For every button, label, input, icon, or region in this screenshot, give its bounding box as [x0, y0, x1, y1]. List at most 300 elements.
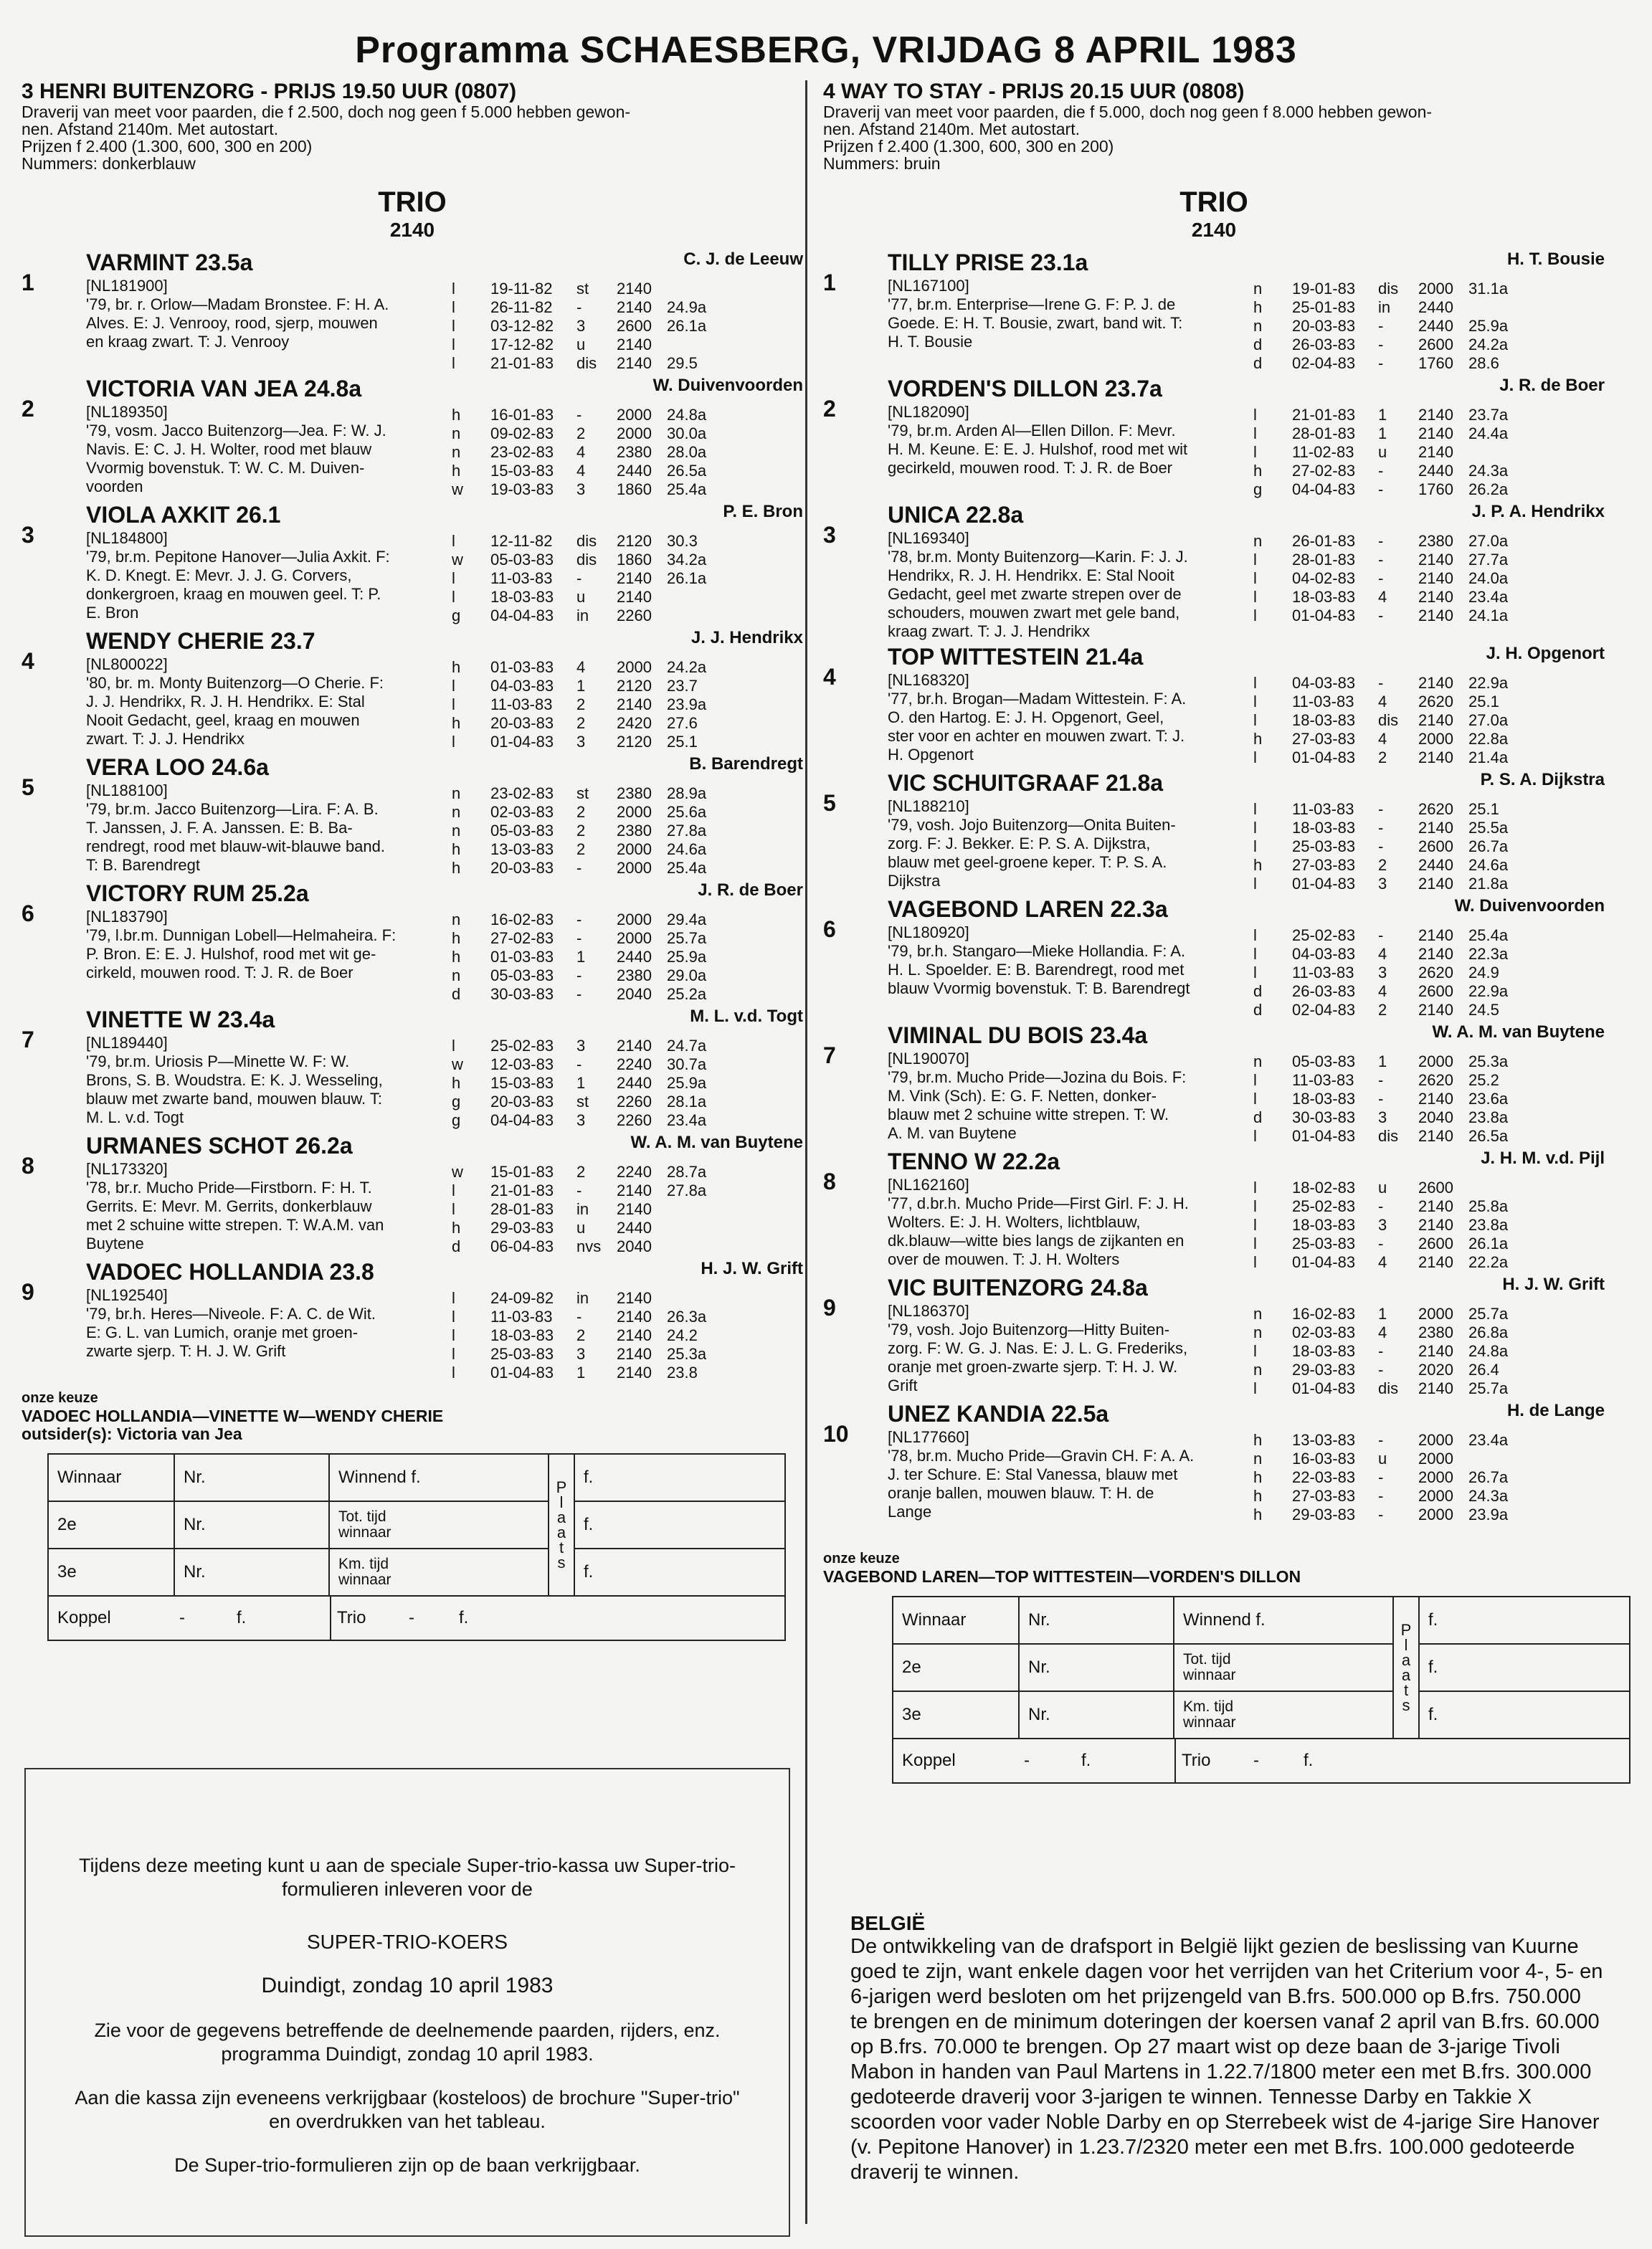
track-code: d	[1253, 982, 1263, 1000]
km-time: 24.6a	[667, 840, 707, 858]
placing: in	[576, 1200, 589, 1218]
race-date: 04-04-83	[490, 1111, 554, 1129]
result-line	[452, 443, 731, 462]
result-line	[452, 480, 731, 499]
horse-pedigree	[888, 1050, 1239, 1146]
horse-entry	[823, 1149, 1605, 1272]
km-time: 27.8a	[667, 822, 707, 840]
km-time: 30.0a	[667, 424, 707, 442]
horse-entry-body	[86, 628, 803, 751]
race-date: 16-01-83	[490, 406, 554, 424]
result-row	[48, 1501, 785, 1549]
race-date: 03-12-82	[490, 317, 554, 335]
result-line	[1253, 926, 1533, 945]
plaats-letter: l	[1404, 1636, 1408, 1654]
race-date: 05-03-83	[490, 966, 554, 984]
race-distance-value: 2140	[1418, 1342, 1453, 1360]
pedigree-line: Gerrits. E: Mevr. M. Gerrits, donkerblauw	[86, 1197, 372, 1215]
race-distance-value: 2380	[617, 822, 652, 840]
placing: -	[1378, 800, 1384, 818]
trio-label: Trio	[1174, 1739, 1253, 1782]
result-line	[1253, 588, 1533, 607]
race-date: 23-02-83	[490, 443, 554, 461]
race-distance-value: 2440	[1418, 298, 1453, 316]
track-code: g	[452, 607, 461, 624]
km-time: 25.2a	[667, 985, 707, 1003]
horse-entry-body	[888, 770, 1605, 893]
race-distance-value: 2140	[1418, 674, 1453, 692]
placing: 1	[576, 1364, 586, 1382]
race-date: 11-03-83	[490, 569, 553, 587]
trio-heading: TRIO	[1179, 186, 1248, 218]
placing: 3	[1378, 1108, 1387, 1126]
race-date: 22-03-83	[1292, 1468, 1356, 1486]
winner-number-label: Nr.	[174, 1454, 329, 1501]
km-time: 24.2a	[1468, 336, 1509, 353]
result-line	[1253, 819, 1533, 837]
track-code: h	[1253, 1487, 1263, 1505]
horse-entry-body	[86, 249, 803, 373]
driver-name: W. Duivenvoorden	[652, 376, 803, 395]
placing: st	[576, 280, 589, 298]
horse-name: VERA LOO 24.6a	[86, 754, 269, 780]
track-code: l	[452, 1289, 455, 1307]
track-code: l	[452, 336, 455, 353]
km-time: 24.8a	[1468, 1342, 1509, 1360]
result-line	[1253, 1090, 1533, 1108]
race-date: 28-01-83	[1292, 551, 1356, 569]
track-code: l	[1253, 424, 1257, 442]
placing: -	[576, 985, 582, 1003]
placing: -	[1378, 551, 1384, 569]
track-code: n	[1253, 1361, 1263, 1379]
winner-small-label: winnaar	[338, 1572, 391, 1588]
race-date: 13-03-83	[490, 840, 554, 858]
race-date: 11-03-83	[1292, 1071, 1354, 1089]
result-line	[452, 1163, 731, 1181]
race-date: 18-03-83	[1292, 1216, 1356, 1234]
race-date: 02-04-83	[1292, 354, 1356, 372]
track-code: l	[1253, 1179, 1257, 1197]
km-time: 25.1	[1468, 800, 1499, 818]
result-line	[1253, 1001, 1533, 1019]
race-distance-value: 2140	[617, 280, 652, 298]
pedigree-line: '79, br.m. Uriosis P—Minette W. F: W.	[86, 1052, 350, 1070]
plaats-letter: a	[1401, 1651, 1411, 1669]
result-line	[1253, 748, 1533, 767]
pedigree-line: blauw Vvormig bovenstuk. T: B. Barendregt	[888, 979, 1190, 997]
horse-number: 4	[823, 664, 836, 690]
race-header: 3 HENRI BUITENZORG - PRIJS 19.50 UUR (0807)	[22, 80, 517, 103]
result-line	[452, 948, 731, 966]
race-distance-value: 2000	[1418, 1506, 1453, 1523]
track-code: l	[452, 1037, 455, 1055]
recent-results	[1253, 529, 1533, 641]
race-date: 01-03-83	[490, 658, 554, 676]
placing: -	[1378, 1235, 1384, 1252]
result-line	[452, 733, 731, 751]
km-time-label-line: Km. tijd	[1183, 1698, 1234, 1715]
result-line	[452, 658, 731, 677]
placing: 2	[576, 822, 586, 840]
placing: 2	[576, 803, 586, 821]
horse-details	[888, 1428, 1605, 1524]
result-line	[1253, 532, 1533, 551]
placing: 2	[1378, 856, 1387, 874]
pedigree-line: Buytene	[86, 1235, 144, 1252]
result-line	[1253, 1342, 1533, 1361]
km-time: 25.7a	[1468, 1305, 1509, 1323]
race-date: 25-02-83	[490, 1037, 554, 1055]
race-date: 12-03-83	[490, 1055, 554, 1073]
race-distance-value: 2000	[617, 840, 652, 858]
super-trio-intro: Tijdens deze meeting kunt u aan de speciale Super-trio-kassa uw Super-trio-formulieren inleveren voor de	[79, 1855, 736, 1900]
track-code: n	[1253, 1052, 1263, 1070]
placing: -	[576, 910, 582, 928]
km-time: 23.7	[667, 677, 698, 695]
pedigree-line: P. Bron. E: E. J. Hulshof, rood met wit ge-	[86, 945, 376, 963]
recent-results	[1253, 923, 1533, 1019]
race-date: 01-04-83	[1292, 748, 1356, 766]
placing: dis	[1378, 1379, 1399, 1397]
driver-name: P. E. Bron	[723, 502, 803, 521]
pedigree-line: '80, br. m. Monty Buitenzorg—O Cherie. F:	[86, 674, 384, 692]
race-date: 23-02-83	[490, 784, 554, 802]
pedigree-line: ster voor en achter en mouwen zwart. T: J.	[888, 727, 1185, 745]
super-trio-notice	[24, 1768, 790, 2237]
race-distance-value: 2600	[617, 317, 652, 335]
race-date: 13-03-83	[1292, 1431, 1356, 1449]
race-column-4	[823, 80, 1605, 1784]
pedigree-line: Alves. E: J. Venrooy, rood, sjerp, mouwen	[86, 314, 378, 332]
track-code: h	[452, 1074, 461, 1092]
horse-number: 9	[823, 1295, 836, 1321]
race-distance-value: 2140	[1418, 569, 1453, 587]
placing: -	[1378, 480, 1384, 498]
result-line	[452, 424, 731, 443]
track-code: l	[452, 569, 455, 587]
km-time: 26.5a	[667, 462, 707, 480]
horse-number: 2	[823, 396, 836, 422]
driver-name: J. J. Hendrikx	[690, 628, 803, 647]
km-time	[667, 280, 731, 298]
winning-payout-label: Winnend f.	[1174, 1597, 1393, 1644]
km-time: 23.4a	[667, 1111, 707, 1129]
horse-name: WENDY CHERIE 23.7	[86, 628, 315, 654]
placing: -	[576, 966, 582, 984]
km-time: 28.0a	[667, 443, 707, 461]
race-distance-value: 2140	[1418, 406, 1453, 424]
race-condition-line: nen. Afstand 2140m. Met autostart.	[22, 120, 278, 138]
track-code: g	[452, 1111, 461, 1129]
race-date: 20-03-83	[490, 1093, 554, 1111]
result-line	[1253, 298, 1533, 317]
horse-pedigree	[86, 277, 437, 373]
pedigree-line: Gedacht, geel met zwarte strepen over de	[888, 585, 1182, 603]
pedigree-line: '79, vosh. Jojo Buitenzorg—Onita Buiten-	[888, 816, 1176, 834]
placing: u	[1378, 1450, 1387, 1468]
recent-results	[452, 1160, 731, 1256]
race-date: 01-04-83	[490, 733, 554, 751]
pedigree-line: '79, br.h. Stangaro—Mieke Hollandia. F: A.	[888, 942, 1186, 960]
horse-details	[86, 781, 803, 878]
placing: 2	[1378, 748, 1387, 766]
place-payout-label: f.	[574, 1549, 785, 1596]
placing: -	[576, 929, 582, 947]
horse-name: UNICA 22.8a	[888, 502, 1024, 528]
trio-heading: TRIO	[378, 186, 447, 218]
placing: 4	[1378, 1323, 1387, 1341]
placing: 2	[576, 424, 586, 442]
track-code: l	[452, 317, 455, 335]
track-code: d	[1253, 1001, 1263, 1019]
placing: -	[1378, 1361, 1384, 1379]
driver-name: H. de Lange	[1506, 1401, 1605, 1420]
placing: -	[1378, 336, 1384, 353]
race-distance-value: 2140	[1418, 926, 1453, 944]
km-time: 25.9a	[1468, 317, 1509, 335]
km-time: 29.0a	[667, 966, 707, 984]
km-time: 26.5a	[1468, 1127, 1509, 1145]
race-condition-line: nen. Afstand 2140m. Met autostart.	[823, 120, 1080, 138]
place-payout-label: f.	[1419, 1644, 1630, 1691]
track-code: l	[1253, 693, 1257, 710]
race-date: 18-03-83	[490, 588, 554, 606]
horse-entry	[823, 770, 1605, 893]
result-row	[48, 1549, 785, 1596]
result-row-koppel	[48, 1596, 785, 1640]
horse-entry	[22, 249, 803, 373]
plaats-letter: s	[1402, 1696, 1410, 1714]
km-time: 29.5	[667, 354, 698, 372]
result-line	[452, 966, 731, 985]
km-time: 24.9	[1468, 964, 1499, 981]
race-date: 04-02-83	[1292, 569, 1356, 587]
recent-results	[1253, 1050, 1533, 1146]
race-distance-value: 2600	[1418, 336, 1453, 353]
race-distance-value: 2140	[1418, 443, 1453, 461]
result-line	[1253, 945, 1533, 964]
race-distance-value: 2120	[617, 532, 652, 550]
track-code: l	[452, 354, 455, 372]
third-number-label: Nr.	[1019, 1691, 1174, 1739]
pedigree-line: M. Vink (Sch). E: G. F. Netten, donker-	[888, 1087, 1157, 1105]
placing: -	[1378, 837, 1384, 855]
race-date: 19-01-83	[1292, 280, 1356, 298]
horse-details	[888, 797, 1605, 893]
race-date: 01-04-83	[1292, 1379, 1356, 1397]
horse-number: 7	[823, 1042, 836, 1068]
race-distance-value: 2000	[617, 859, 652, 877]
result-line	[1253, 406, 1533, 424]
placing: 3	[1378, 1216, 1387, 1234]
result-line	[1253, 1071, 1533, 1090]
result-line	[1253, 336, 1533, 354]
race-distance-value: 2000	[617, 803, 652, 821]
pedigree-line: [NL173320]	[86, 1160, 168, 1178]
pedigree-line: gecirkeld, mouwen rood. T: J. R. de Boer	[888, 459, 1173, 477]
placing: -	[1378, 819, 1384, 837]
plaats-letter: t	[1403, 1681, 1409, 1699]
race-date: 11-03-83	[1292, 964, 1354, 981]
track-code: h	[1253, 1506, 1263, 1523]
race-date: 21-01-83	[490, 354, 554, 372]
race-distance-value: 2140	[1418, 1216, 1453, 1234]
horse-entry-body	[888, 376, 1605, 499]
race-distance-value: 2140	[1418, 819, 1453, 837]
driver-name: W. A. M. van Buytene	[630, 1133, 803, 1152]
result-line	[452, 840, 731, 859]
km-time	[667, 1237, 731, 1256]
pedigree-line: voorden	[86, 477, 143, 495]
recent-results	[1253, 1428, 1533, 1524]
race-date: 18-03-83	[1292, 1342, 1356, 1360]
pedigree-line: zwarte sjerp. T: H. J. W. Grift	[86, 1342, 286, 1360]
km-time	[667, 588, 731, 607]
placing: 4	[576, 462, 586, 480]
km-time	[667, 336, 731, 354]
horse-pedigree	[86, 908, 437, 1004]
race-distance-value: 2020	[1418, 1361, 1453, 1379]
track-code: l	[1253, 1379, 1257, 1397]
km-time: 27.0a	[1468, 711, 1509, 729]
race-distance-value: 2380	[617, 443, 652, 461]
race-date: 02-04-83	[1292, 1001, 1356, 1019]
result-line	[1253, 1108, 1533, 1127]
km-time: 21.4a	[1468, 748, 1509, 766]
winner-small-label: winnaar	[1183, 1714, 1236, 1731]
race-distance-value: 2260	[617, 1111, 652, 1129]
km-time: 28.7a	[667, 1163, 707, 1181]
placing: u	[576, 1219, 586, 1237]
race-distance-value: 2600	[1418, 1179, 1453, 1197]
race-distance-value: 2140	[1418, 1090, 1453, 1108]
total-time-label-line: Tot. tijd	[1183, 1651, 1231, 1668]
result-line	[452, 354, 731, 373]
race-distance-value: 2380	[1418, 1323, 1453, 1341]
placing: 1	[1378, 1052, 1387, 1070]
recent-results	[452, 1034, 731, 1130]
placing: -	[1378, 532, 1384, 550]
track-code: w	[452, 1163, 463, 1181]
km-time: 25.3a	[667, 1345, 707, 1363]
track-code: n	[1253, 1450, 1263, 1468]
result-line	[1253, 1127, 1533, 1146]
race-date: 01-04-83	[1292, 1253, 1356, 1271]
driver-name: W. Duivenvoorden	[1454, 896, 1605, 916]
horse-number: 3	[22, 522, 34, 548]
track-code: l	[1253, 1216, 1257, 1234]
pedigree-line: '79, vosh. Jojo Buitenzorg—Hitty Buiten-	[888, 1321, 1170, 1339]
race-distance-value: 2620	[1418, 693, 1453, 710]
third-label: 3e	[893, 1691, 1019, 1739]
race-distance: 2140	[389, 219, 435, 241]
horse-name: VIOLA AXKIT 26.1	[86, 502, 281, 528]
km-time: 26.1a	[1468, 1235, 1509, 1252]
km-time-label	[1174, 1691, 1393, 1739]
horse-number: 4	[22, 648, 34, 674]
pedigree-line: '79, br.m. Jacco Buitenzorg—Lira. F: A. B.	[86, 800, 379, 818]
track-code: h	[452, 714, 461, 732]
km-time: 24.8a	[667, 406, 707, 424]
pedigree-line: Wolters. E: J. H. Wolters, lichtblauw,	[888, 1213, 1141, 1231]
race-date: 25-02-83	[1292, 1197, 1356, 1215]
placing: -	[1378, 1506, 1384, 1523]
pedigree-line: met 2 schuine witte strepen. T: W.A.M. van	[86, 1216, 384, 1234]
track-code: l	[452, 588, 455, 606]
horse-pedigree	[86, 1286, 437, 1382]
km-time: 24.2	[667, 1326, 698, 1344]
track-code: n	[452, 424, 461, 442]
horse-entry	[823, 1022, 1605, 1146]
km-time: 30.3	[667, 532, 698, 550]
track-code: h	[452, 859, 461, 877]
km-time: 25.7a	[1468, 1379, 1509, 1397]
horse-entry	[22, 1007, 803, 1130]
recent-results	[452, 781, 731, 878]
placing: 2	[576, 1163, 586, 1181]
km-time: 22.9a	[1468, 982, 1509, 1000]
horse-pedigree	[888, 797, 1239, 893]
km-time: 25.9a	[667, 948, 707, 966]
placing: -	[1378, 569, 1384, 587]
driver-name: H. J. W. Grift	[1502, 1275, 1605, 1294]
race-date: 26-03-83	[1292, 336, 1356, 353]
pedigree-line: oranje met groen-zwarte sjerp. T: H. J. W.	[888, 1358, 1178, 1376]
race-distance: 2140	[1191, 219, 1237, 241]
race-date: 04-04-83	[490, 607, 554, 624]
race-distance-value: 2140	[1418, 748, 1453, 766]
race-distance-value: 2000	[1418, 1450, 1453, 1468]
km-time: 24.7a	[667, 1037, 707, 1055]
belgie-heading: BELGIË	[850, 1912, 926, 1934]
race-date: 29-03-83	[1292, 1506, 1356, 1523]
our-choice-label: onze keuze	[823, 1551, 900, 1566]
horse-pedigree	[888, 1176, 1239, 1272]
pedigree-line: H. Opgenort	[888, 746, 974, 764]
pedigree-line: '78, br.m. Monty Buitenzorg—Karin. F: J. J.	[888, 548, 1188, 566]
placing: u	[576, 588, 586, 606]
driver-name: W. A. M. van Buytene	[1432, 1022, 1605, 1042]
placing: 3	[576, 480, 586, 498]
placing: 2	[576, 840, 586, 858]
pedigree-line: zorg. F: W. G. J. Nas. E: J. L. G. Frederiks,	[888, 1339, 1188, 1357]
horse-name: VADOEC HOLLANDIA 23.8	[86, 1259, 374, 1285]
pedigree-line: '79, br. r. Orlow—Madam Bronstee. F: H. A.	[86, 295, 389, 313]
race-condition-line: Nummers: donkerblauw	[22, 154, 196, 173]
km-time: 26.7a	[1468, 837, 1509, 855]
pedigree-line: [NL800022]	[86, 655, 168, 673]
placing: 1	[576, 677, 586, 695]
race-date: 26-01-83	[1292, 532, 1356, 550]
super-trio-date: Duindigt, zondag 10 april 1983	[261, 1974, 554, 1997]
result-line	[1253, 1052, 1533, 1071]
track-code: w	[452, 551, 463, 569]
km-time: 24.6a	[1468, 856, 1509, 874]
track-code: l	[1253, 926, 1257, 944]
race-distance-value: 2000	[617, 910, 652, 928]
result-line	[452, 859, 731, 878]
recent-results	[1253, 1302, 1533, 1398]
result-line	[1253, 480, 1533, 499]
trio-dash: -	[409, 1608, 414, 1627]
result-line	[452, 910, 731, 929]
result-row	[48, 1454, 785, 1501]
second-number-label: Nr.	[174, 1501, 329, 1549]
placing: -	[1378, 1431, 1384, 1449]
horse-details	[86, 908, 803, 1004]
result-line	[1253, 964, 1533, 982]
